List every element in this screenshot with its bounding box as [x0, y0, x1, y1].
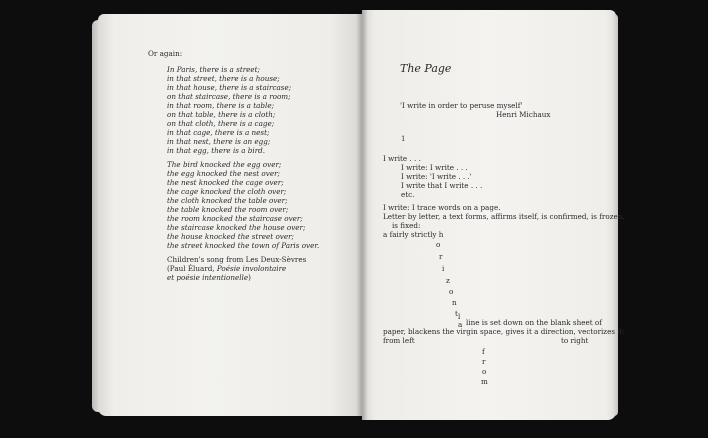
poem-line: in that nest, there is an egg; [167, 137, 271, 146]
poem-line: the table knocked the room over; [167, 205, 289, 214]
vertical-letter: f [482, 347, 485, 356]
source-line [167, 273, 251, 282]
diagonal-letter: i [442, 264, 445, 273]
diagonal-letter: a [458, 320, 463, 329]
poem-line: the street knocked the town of Paris over. [167, 241, 320, 250]
epigraph-author: Henri Michaux [496, 110, 551, 119]
poem-line: in that house, there is a staircase; [167, 83, 292, 92]
poem-line: the nest knocked the cage over; [167, 178, 284, 187]
diagonal-letter: o [449, 287, 454, 296]
text-line: is fixed: [392, 221, 421, 230]
book-spine [356, 10, 368, 420]
diagonal-letter: n [452, 298, 457, 307]
section-number: 1 [401, 135, 406, 143]
text-line: a fairly strictly h [383, 230, 444, 239]
poem-line: in that room, there is a table; [167, 101, 274, 110]
intro-text: Or again: [148, 49, 183, 58]
text-line: I write: I write . . . [401, 163, 468, 172]
poem-line: In Paris, there is a street; [167, 65, 260, 74]
poem-line: the staircase knocked the house over; [167, 223, 306, 232]
text-line: I write: I trace words on a page. [383, 203, 501, 212]
vertical-letter: r [482, 357, 486, 366]
source-close: ) [248, 273, 251, 282]
page-title: The Page [400, 62, 452, 75]
vertical-letter: m [481, 377, 488, 386]
text-line: I write that I write . . . [401, 181, 483, 190]
diagonal-letter: o [436, 240, 441, 249]
vertical-letter: o [482, 367, 487, 376]
poem-line: in that street, there is a house; [167, 74, 280, 83]
diagonal-letter: r [439, 252, 443, 261]
poem-line: in that egg, there is a bird. [167, 146, 266, 155]
poem-line: the room knocked the staircase over; [167, 214, 303, 223]
text-line: to right [561, 336, 589, 345]
source-author: (Paul Éluard, [167, 264, 217, 273]
text-line: etc. [401, 190, 415, 199]
poem-line: on that staircase, there is a room; [167, 92, 291, 101]
poem-line: the cage knocked the cloth over; [167, 187, 287, 196]
diagonal-letter: t [455, 309, 458, 318]
poem-line: the cloth knocked the table over; [167, 196, 288, 205]
diagonal-letter: z [446, 276, 450, 285]
source-line: Children's song from Les Deux-Sèvres [167, 255, 307, 264]
source-line [167, 264, 286, 273]
source-title: Poésie involontaire [216, 264, 287, 273]
poem-line: on that table, there is a cloth; [167, 110, 276, 119]
text-line: paper, blackens the virgin space, gives it a direction, vectorizes it: [383, 327, 625, 336]
source-title-cont: et poésie intentionelle [167, 273, 249, 282]
text-line: I write . . . [383, 154, 421, 163]
poem-line: The bird knocked the egg over; [167, 160, 282, 169]
text-line: I write: 'I write . . .' [401, 172, 472, 181]
text-line: Letter by letter, a text forms, affirms itself, is confirmed, is frozen, [383, 212, 625, 221]
poem-line: the egg knocked the nest over; [167, 169, 280, 178]
poem-line: the house knocked the street over; [167, 232, 294, 241]
diagonal-letter: l [458, 312, 461, 321]
text-line: line is set down on the blank sheet of [466, 318, 602, 327]
text-line: from left [383, 336, 415, 345]
epigraph-quote: 'I write in order to peruse myself' [400, 101, 523, 110]
poem-line: on that cloth, there is a cage; [167, 119, 275, 128]
poem-line: in that cage, there is a nest; [167, 128, 270, 137]
